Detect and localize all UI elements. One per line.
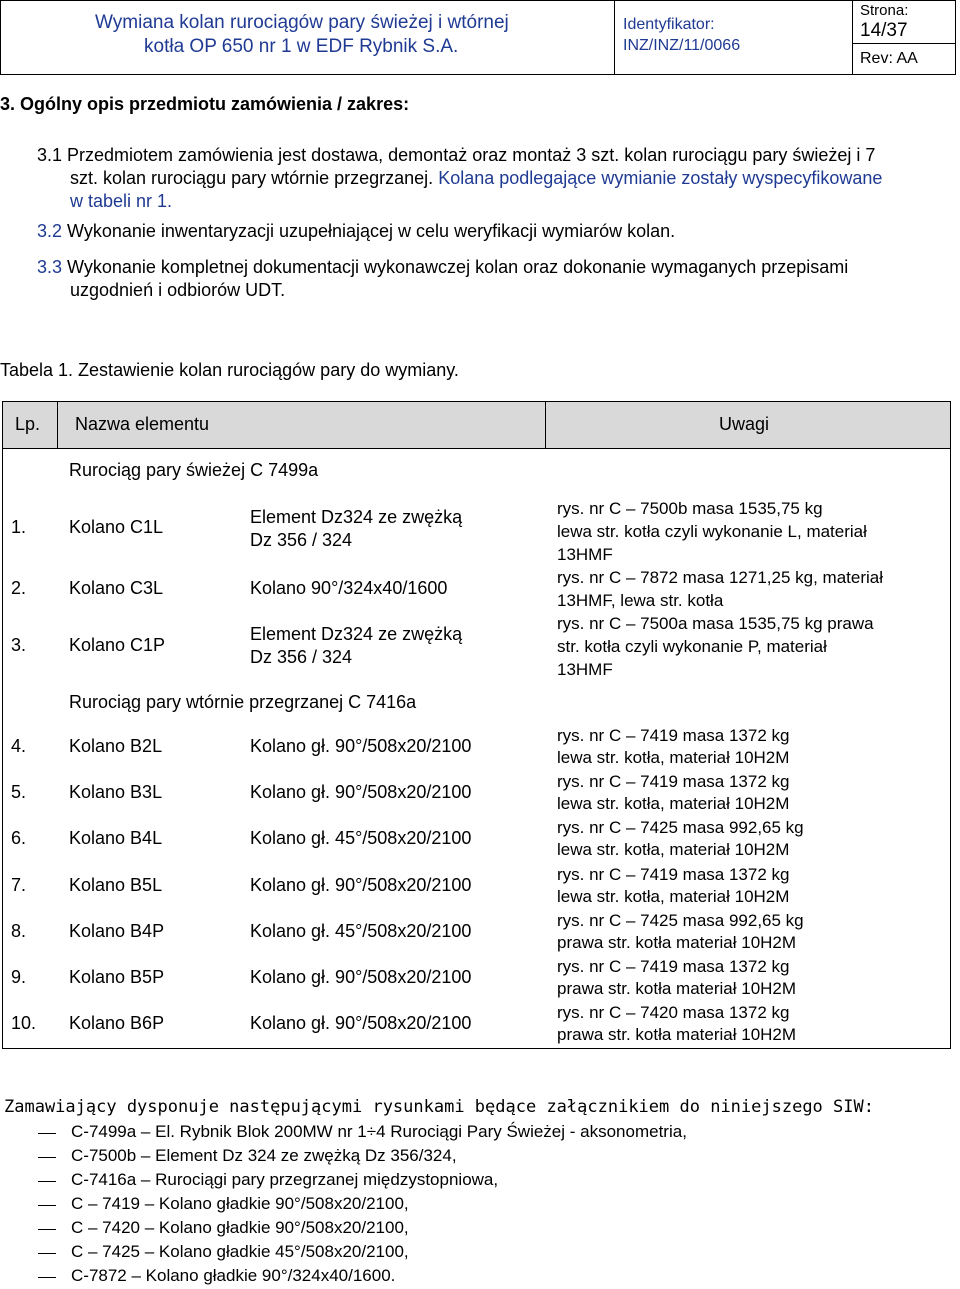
revision: Rev: AA — [860, 50, 918, 67]
dash-bullet-icon — [38, 1157, 56, 1158]
note-line: rys. nr C – 7420 masa 1372 kg — [557, 1003, 790, 1022]
note-line: rys. nr C – 7500a masa 1535,75 kg prawa — [557, 614, 874, 633]
note-line: rys. nr C – 7419 masa 1372 kg — [557, 865, 790, 884]
note-line: str. kotła czyli wykonanie P, materiał — [557, 637, 827, 656]
paragraph-3-3-number: 3.3 — [37, 257, 63, 277]
notes-fresh-steam — [557, 497, 883, 681]
table-row-desc: Kolano gł. 90°/508x20/2100 — [250, 736, 472, 756]
table-row-name: Kolano C3L — [69, 578, 164, 598]
table-row-name: Kolano B5L — [69, 875, 163, 895]
dash-bullet-icon — [38, 1205, 56, 1206]
table-row-lp: 10. — [11, 1013, 37, 1033]
table-row-desc: Kolano gł. 45°/508x20/2100 — [250, 921, 472, 941]
section-heading: 3. Ogólny opis przedmiotu zamówienia / zakres: — [0, 94, 410, 114]
group-fresh-steam: Rurociąg pary świeżej C 7499a — [69, 460, 319, 480]
attachment-item: C-7416a – Rurociągi pary przegrzanej międzystopniowa, — [71, 1170, 499, 1189]
attachment-item: C – 7420 – Kolano gładkie 90°/508x20/2100, — [71, 1218, 409, 1237]
dash-bullet-icon — [38, 1277, 56, 1278]
table-row-name: Kolano B4P — [69, 921, 165, 941]
table-row-desc: Element Dz324 ze zwężką — [250, 507, 463, 527]
column-header-notes: Uwagi — [719, 414, 770, 434]
dash-bullet-icon — [38, 1229, 56, 1230]
table-row-desc: Kolano gł. 90°/508x20/2100 — [250, 1013, 472, 1033]
note-line: prawa str. kotła materiał 10H2M — [557, 933, 797, 952]
table-row-lp: 1. — [11, 517, 27, 537]
table-row-desc: Kolano gł. 45°/508x20/2100 — [250, 828, 472, 848]
identifier-value: INZ/INZ/11/0066 — [623, 37, 741, 54]
table-row-desc: Kolano 90°/324x40/1600 — [250, 578, 448, 598]
note-line: rys. nr C – 7419 masa 1372 kg — [557, 726, 790, 745]
note-line: prawa str. kotła materiał 10H2M — [557, 979, 797, 998]
table-row-lp: 8. — [11, 921, 27, 941]
attachment-item: C-7500b – Element Dz 324 ze zwężką Dz 356/324, — [71, 1146, 457, 1165]
table-row-name: Kolano B2L — [69, 736, 163, 756]
note-line: rys. nr C – 7419 masa 1372 kg — [557, 772, 790, 791]
paragraph-3-2-text: Wykonanie inwentaryzacji uzupełniającej w celu weryfikacji wymiarów kolan. — [62, 221, 676, 241]
column-header-name: Nazwa elementu — [75, 414, 210, 434]
note-line: rys. nr C – 7500b masa 1535,75 kg — [557, 499, 823, 518]
attachment-item: C-7872 – Kolano gładkie 90°/324x40/1600. — [71, 1266, 396, 1285]
paragraph-3-1-part-a: szt. kolan rurociągu pary wtórnie przegrzanej. — [70, 168, 434, 188]
note-line: lewa str. kotła, materiał 10H2M — [557, 887, 790, 906]
paragraph-3-1-line3: w tabeli nr 1. — [70, 191, 173, 211]
note-line: rys. nr C – 7872 masa 1271,25 kg, materiał — [557, 568, 883, 587]
paragraph-3-1-line2 — [70, 168, 882, 189]
table-row-lp: 6. — [11, 828, 27, 848]
identifier-label: Identyfikator: — [623, 16, 715, 33]
note-line: 13HMF — [557, 545, 613, 564]
table-row-name: Kolano C1P — [69, 635, 166, 655]
table-row-desc: Element Dz324 ze zwężką — [250, 624, 463, 644]
table-row-lp: 9. — [11, 967, 27, 987]
note-line: 13HMF — [557, 660, 613, 679]
table-row-desc: Kolano gł. 90°/508x20/2100 — [250, 875, 472, 895]
column-header-lp: Lp. — [15, 414, 41, 434]
note-line: prawa str. kotła materiał 10H2M — [557, 1025, 797, 1044]
dash-bullet-icon — [38, 1181, 56, 1182]
paragraph-3-2-number: 3.2 — [37, 221, 63, 241]
header-title-line1: Wymiana kolan rurociągów pary świeżej i wtórnej — [95, 12, 509, 33]
note-line: lewa str. kotła czyli wykonanie L, materiał — [557, 522, 867, 541]
table-row-name: Kolano B4L — [69, 828, 163, 848]
table-row-desc: Kolano gł. 90°/508x20/2100 — [250, 967, 472, 987]
table-row-name: Kolano C1L — [69, 517, 164, 537]
dash-bullet-icon — [38, 1253, 56, 1254]
attachment-item: C-7499a – El. Rybnik Blok 200MW nr 1÷4 Rurociągi Pary Świeżej - aksonometria, — [71, 1122, 687, 1141]
note-line: lewa str. kotła, materiał 10H2M — [557, 840, 790, 859]
paragraph-3-3-line2: uzgodnień i odbiorów UDT. — [70, 280, 286, 300]
paragraph-3-1-part-b: Kolana podlegające wymianie zostały wyspecyfikowane — [433, 168, 883, 188]
page-number: 14/37 — [860, 20, 908, 41]
table-row-name: Kolano B5P — [69, 967, 165, 987]
header-title-line2: kotła OP 650 nr 1 w EDF Rybnik S.A. — [144, 36, 459, 57]
table-row-lp: 4. — [11, 736, 27, 756]
table-row-lp: 7. — [11, 875, 27, 895]
table-row-desc2: Dz 356 / 324 — [250, 530, 353, 550]
note-line: lewa str. kotła, materiał 10H2M — [557, 748, 790, 767]
table-caption: Tabela 1. Zestawienie kolan rurociągów pary do wymiany. — [0, 360, 459, 380]
note-line: rys. nr C – 7425 masa 992,65 kg — [557, 818, 804, 837]
paragraph-3-2 — [37, 221, 675, 242]
page-label: Strona: — [860, 2, 909, 19]
group-reheat-steam: Rurociąg pary wtórnie przegrzanej C 7416a — [69, 692, 417, 712]
dash-bullet-icon — [38, 1133, 56, 1134]
table-row-desc: Kolano gł. 90°/508x20/2100 — [250, 782, 472, 802]
note-line: rys. nr C – 7425 masa 992,65 kg — [557, 911, 804, 930]
table-row-lp: 5. — [11, 782, 27, 802]
note-line: rys. nr C – 7419 masa 1372 kg — [557, 957, 790, 976]
attachment-item: C – 7419 – Kolano gładkie 90°/508x20/2100, — [71, 1194, 409, 1213]
note-line: 13HMF, lewa str. kotła — [557, 591, 724, 610]
paragraph-3-3-text: Wykonanie kompletnej dokumentacji wykonawczej kolan oraz dokonanie wymaganych przepisami — [62, 257, 849, 277]
table-row-lp: 3. — [11, 635, 27, 655]
note-line: lewa str. kotła, materiał 10H2M — [557, 794, 790, 813]
table-row-desc2: Dz 356 / 324 — [250, 647, 353, 667]
attachments-intro: Zamawiający dysponuje następującymi rysunkami będące załącznikiem do niniejszego SIW: — [4, 1097, 874, 1117]
paragraph-3-1-line1: 3.1 Przedmiotem zamówienia jest dostawa, demontaż oraz montaż 3 szt. kolan rurociągu pary świeżej i 7 — [37, 145, 876, 165]
table-row-name: Kolano B6P — [69, 1013, 165, 1033]
table-row-name: Kolano B3L — [69, 782, 163, 802]
table-row-lp: 2. — [11, 578, 27, 598]
attachment-item: C – 7425 – Kolano gładkie 45°/508x20/2100, — [71, 1242, 409, 1261]
paragraph-3-3-line1 — [37, 257, 848, 278]
